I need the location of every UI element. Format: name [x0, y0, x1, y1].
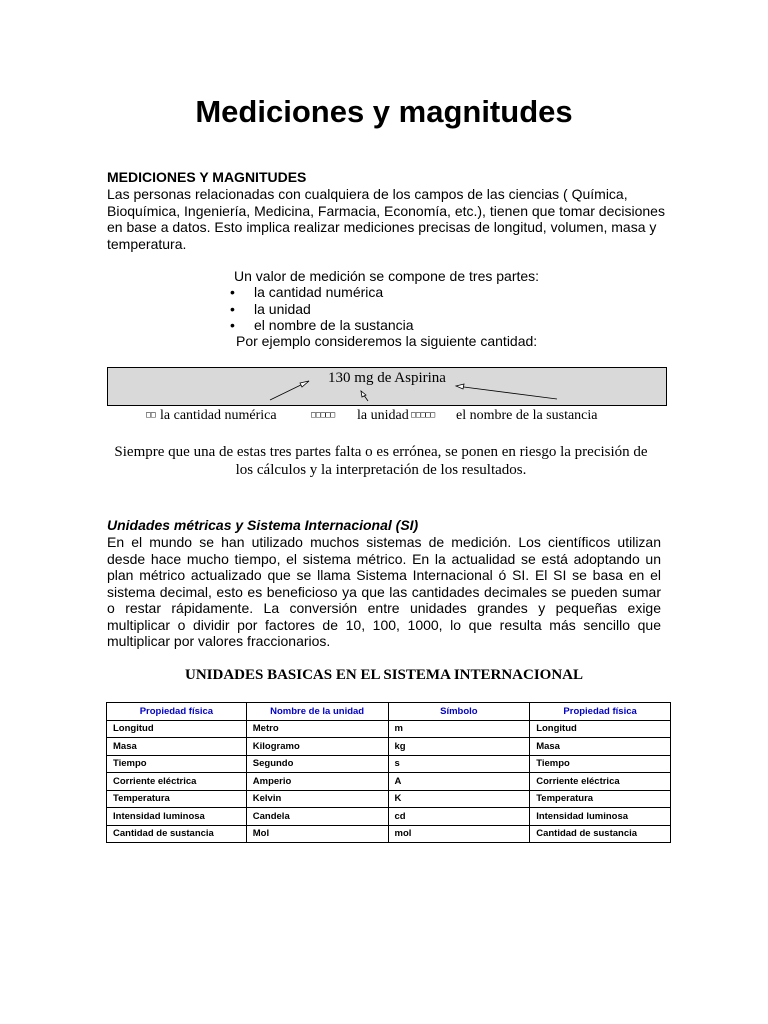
- table-cell: Intensidad luminosa: [530, 808, 671, 826]
- bullet-icon: •: [230, 300, 235, 317]
- table-cell: kg: [388, 738, 530, 756]
- table-row: [107, 720, 671, 738]
- table-cell: m: [388, 720, 530, 738]
- column-header-propiedad-2: Propiedad física: [530, 703, 671, 721]
- list-item-label: la cantidad numérica: [254, 284, 384, 300]
- table-cell: Corriente eléctrica: [107, 773, 247, 791]
- table-cell: cd: [388, 808, 530, 826]
- table-row: [107, 790, 671, 808]
- parts-list: [230, 284, 414, 334]
- table-cell: Masa: [530, 738, 671, 756]
- table-cell: Corriente eléctrica: [530, 773, 671, 791]
- table-cell: Segundo: [246, 755, 388, 773]
- table-row: [107, 808, 671, 826]
- list-item: [230, 284, 414, 301]
- bullet-icon: •: [230, 284, 235, 300]
- example-quantity-text: 130 mg de Aspirina: [328, 370, 446, 386]
- section-heading-mediciones: MEDICIONES Y MAGNITUDES: [107, 169, 307, 185]
- table-cell: Masa: [107, 738, 247, 756]
- list-item-label: la unidad: [254, 300, 311, 317]
- table-header-row: [107, 703, 671, 721]
- table-row: [107, 738, 671, 756]
- table-cell: Cantidad de sustancia: [107, 825, 247, 843]
- table-cell: Candela: [246, 808, 388, 826]
- si-units-table: [106, 702, 671, 843]
- column-header-propiedad: Propiedad física: [107, 703, 247, 721]
- table-cell: Longitud: [530, 720, 671, 738]
- table-cell: Tiempo: [107, 755, 247, 773]
- table-row: [107, 825, 671, 843]
- list-item: [230, 317, 414, 334]
- table-row: [107, 755, 671, 773]
- table-cell: Kelvin: [246, 790, 388, 808]
- warning-paragraph: Siempre que una de estas tres partes falta o es errónea, se ponen en riesgo la precisión de los cálculos y la interpretación de los resultados.: [114, 444, 648, 478]
- label-unidad: la unidad: [357, 408, 409, 423]
- table-cell: K: [388, 790, 530, 808]
- example-intro-text: Por ejemplo consideremos la siguiente cantidad:: [236, 333, 538, 349]
- table-cell: Metro: [246, 720, 388, 738]
- list-item: [230, 301, 414, 318]
- table-cell: A: [388, 773, 530, 791]
- table-cell: Longitud: [107, 720, 247, 738]
- column-header-simbolo: Símbolo: [388, 703, 530, 721]
- placeholder-glyphs: □□□□□: [311, 410, 336, 419]
- table-cell: Temperatura: [107, 790, 247, 808]
- table-cell: mol: [388, 825, 530, 843]
- table-cell: Kilogramo: [246, 738, 388, 756]
- parts-intro-text: Un valor de medición se compone de tres partes:: [234, 268, 540, 284]
- list-item-label: el nombre de la sustancia: [254, 317, 414, 333]
- table-cell: s: [388, 755, 530, 773]
- table-cell: Amperio: [246, 773, 388, 791]
- bullet-icon: •: [230, 317, 235, 333]
- table-cell: Intensidad luminosa: [107, 808, 247, 826]
- page-title: Mediciones y magnitudes: [195, 94, 573, 129]
- label-nombre-sustancia: el nombre de la sustancia: [456, 408, 598, 423]
- section-body-mediciones: Las personas relacionadas con cualquiera de los campos de las ciencias ( Química, Bioquímica, Ingeniería, Medicina, Farmacia, Economía, etc.), tienen que tomar decisiones en base a datos. Esto implica realizar mediciones precisas de longitud, volumen, masa y temperatura.: [107, 186, 665, 252]
- section-body-si: En el mundo se han utilizado muchos sistemas de medición. Los científicos utilizan desde hace mucho tiempo, el sistema métrico. En la actualidad se está adoptando un plan métrico actualizado que se llama Sistema Internacional ó SI. El SI se basa en el sistema decimal, esto es beneficioso ya que las cantidades decimales se pueden sumar o restar rápidamente. La conversión entre unidades grandes y pequeñas exige multiplicar o dividir por factores de 10, 100, 1000, lo que resulta más sencillo que multiplicar por valores fraccionarios.: [107, 534, 661, 649]
- table-cell: Cantidad de sustancia: [530, 825, 671, 843]
- table-cell: Tiempo: [530, 755, 671, 773]
- label-cantidad-numerica: la cantidad numérica: [160, 408, 277, 423]
- section-heading-si: Unidades métricas y Sistema Internacional (SI): [107, 517, 419, 533]
- column-header-nombre-unidad: Nombre de la unidad: [246, 703, 388, 721]
- table-cell: Temperatura: [530, 790, 671, 808]
- placeholder-glyphs: □□: [146, 410, 156, 419]
- table-title: UNIDADES BASICAS EN EL SISTEMA INTERNACIONAL: [184, 667, 584, 683]
- table-row: [107, 773, 671, 791]
- table-cell: Mol: [246, 825, 388, 843]
- placeholder-glyphs: □□□□□: [411, 410, 436, 419]
